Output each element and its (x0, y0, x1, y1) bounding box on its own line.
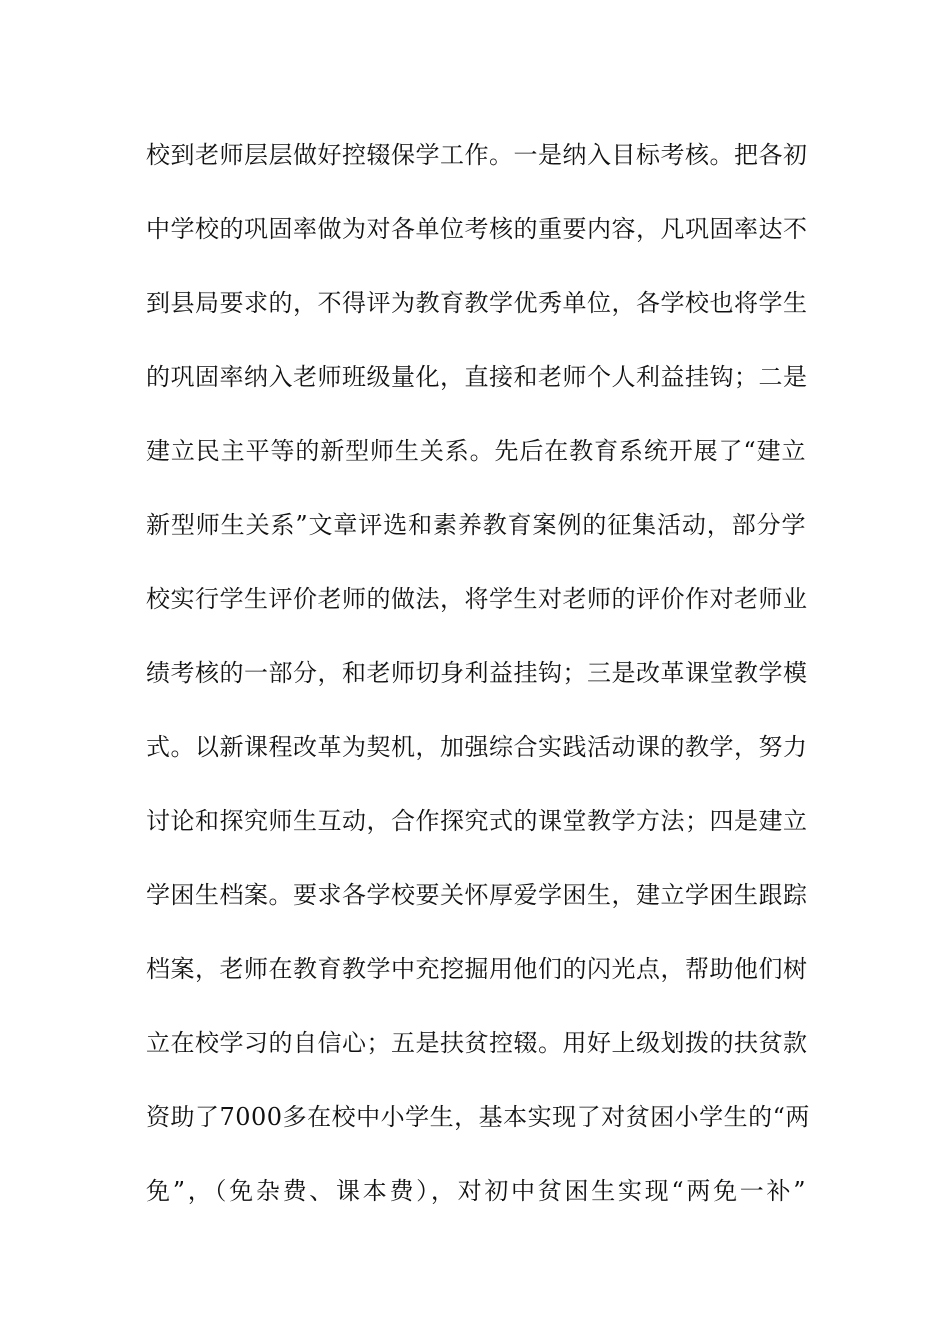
text-line: 校实行学生评价老师的做法，将学生对老师的评价作对老师业 (146, 585, 808, 613)
text-line: 校到老师层层做好控辍保学工作。一是纳入目标考核。把各初 (146, 141, 808, 169)
text-line: 讨论和探究师生互动，合作探究式的课堂教学方法；四是建立 (146, 807, 808, 835)
text-line: 立在校学习的自信心；五是扶贫控辍。用好上级划拨的扶贫款 (146, 1029, 808, 1057)
text-line: 资助了7000多在校中小学生，基本实现了对贫困小学生的“两 (146, 1103, 810, 1131)
body-paragraph (146, 131, 810, 1241)
text-line: 到县局要求的，不得评为教育教学优秀单位，各学校也将学生 (146, 289, 808, 317)
text-line: 档案，老师在教育教学中充挖掘用他们的闪光点，帮助他们树 (146, 955, 808, 983)
text-line: 建立民主平等的新型师生关系。先后在教育系统开展了“建立 (146, 437, 806, 465)
text-line: 绩考核的一部分，和老师切身利益挂钩；三是改革课堂教学模 (146, 659, 808, 687)
text-line: 新型师生关系”文章评选和素养教育案例的征集活动，部分学 (146, 511, 806, 539)
text-line: 的巩固率纳入老师班级量化，直接和老师个人利益挂钩；二是 (146, 363, 808, 391)
text-line: 免”，（免杂费、课本费），对初中贫困生实现“两免一补” (146, 1177, 806, 1205)
text-line: 中学校的巩固率做为对各单位考核的重要内容，凡巩固率达不 (146, 215, 808, 243)
text-line: 式。以新课程改革为契机，加强综合实践活动课的教学，努力 (146, 733, 808, 761)
text-line: 学困生档案。要求各学校要关怀厚爱学困生，建立学困生跟踪 (146, 881, 808, 909)
